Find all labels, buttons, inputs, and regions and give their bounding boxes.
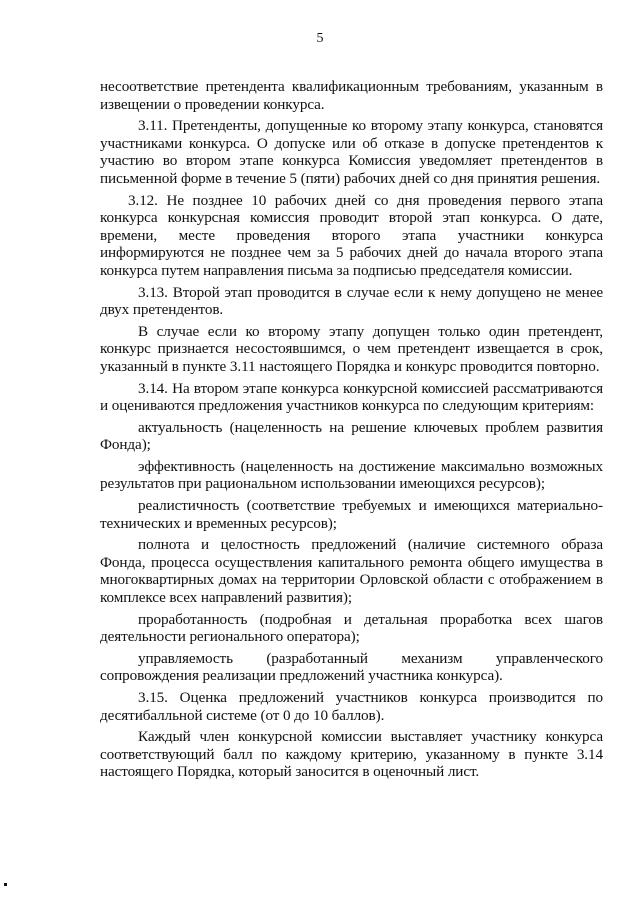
page-number: 5 <box>316 31 324 46</box>
document-body <box>100 78 603 785</box>
paragraph-3-12: 3.12. Не позднее 10 рабочих дней со дня проведения первого этапа конкурса конкурсная комиссия проводит второй этап конкурса. О дате, времени, месте проведения второго этапа участники конкурса информируются не позднее чем за 5 рабочих дней до начала второго этапа конкурса путем направления письма за подписью председателя комиссии. <box>100 191 603 279</box>
paragraph-3-13: 3.13. Второй этап проводится в случае если к нему допущено не менее двух претендентов. <box>100 283 603 319</box>
criterion-relevance: актуальность (нацеленность на решение ключевых проблем развития Фонда); <box>100 418 603 454</box>
paragraph-single-participant: В случае если ко второму этапу допущен только один претендент, конкурс признается несостоявшимся, о чем претендент извещается в срок, указанный в пункте 3.11 настоящего Порядка и конкурс проводится повторно. <box>100 322 603 375</box>
paragraph-3-14: 3.14. На втором этапе конкурса конкурсной комиссией рассматриваются и оцениваются предложения участников конкурса по следующим критериям: <box>100 379 603 415</box>
criterion-elaboration: проработанность (подробная и детальная проработка всех шагов деятельности регионального оператора); <box>100 610 603 646</box>
paragraph-continuation: несоответствие претендента квалификационным требованиям, указанным в извещении о проведении конкурса. <box>100 78 603 113</box>
criterion-efficiency: эффективность (нацеленность на достижение максимально возможных результатов при рациональном использовании имеющихся ресурсов); <box>100 457 603 493</box>
paragraph-scoring: Каждый член конкурсной комиссии выставляет участнику конкурса соответствующий балл по каждому критерию, указанному в пункте 3.14 настоящего Порядка, который заносится в оценочный лист. <box>100 728 603 781</box>
criterion-realism: реалистичность (соответствие требуемых и имеющихся материально-технических и временных ресурсов); <box>100 497 603 532</box>
paragraph-3-15: 3.15. Оценка предложений участников конкурса производится по десятибалльной системе (от 0 до 10 баллов). <box>100 689 603 724</box>
scan-mark <box>4 883 7 886</box>
paragraph-3-11: 3.11. Претенденты, допущенные ко второму этапу конкурса, становятся участниками конкурса. О допуске или об отказе в допуске претендентов к участию во втором этапе конкурса Комиссия уведомляет претендентов в письменной форме в течение 5 (пяти) рабочих дней со дня принятия решения. <box>100 117 603 187</box>
criterion-manageability: управляемость (разработанный механизм управленческого сопровождения реализации предложений участника конкурса). <box>100 649 603 685</box>
criterion-completeness: полнота и целостность предложений (наличие системного образа Фонда, процесса осуществления капитального ремонта общего имущества в многоквартирных домах на территории Орловской области с отображением в комплексе всех направлений развития); <box>100 536 603 607</box>
